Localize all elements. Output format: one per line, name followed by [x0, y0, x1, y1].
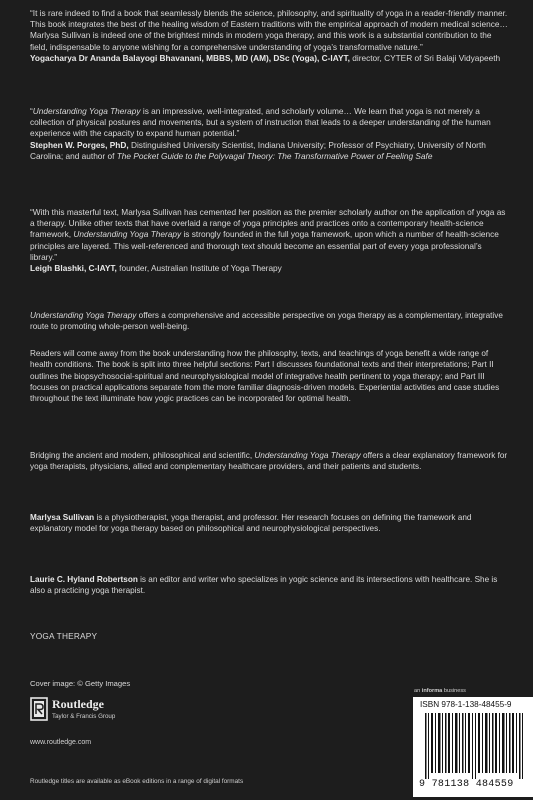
publisher-name: Routledge [52, 697, 104, 711]
description-text: Bridging the ancient and modern, philosophical and scientific, [30, 451, 255, 460]
endorsement-affiliation: director, CYTER of Sri Balaji Vidyapeeth [349, 52, 501, 63]
endorsement-quote: “It is rare indeed to find a book that seamlessly blends the science, philosophy, and spirituality of yoga in a reader-friendly manner. This book integrates the best of the healing wisdom of Eastern traditions with the empirical approach of modern medical science… Marlysa Sullivan is indeed one of the brightest minds in modern yoga therapy, and this work is a substantial contribution to the field, indispensable to anyone wishing for a comprehensive understanding of yoga’s transformative nature.” [30, 8, 508, 52]
endorsement-attribution [30, 53, 510, 64]
author-name: Marlysa Sullivan [30, 513, 95, 522]
barcode-icon [423, 713, 533, 781]
author-name: Laurie C. Hyland Robertson [30, 575, 138, 584]
description-paragraph-1 [30, 310, 510, 333]
book-title: Understanding Yoga Therapy [32, 106, 141, 116]
description-paragraph-2 [30, 348, 510, 404]
endorsement-affiliation: founder, Australian Institute of Yoga Therapy [116, 263, 282, 274]
description-text: offers a comprehensive and accessible perspective on yoga therapy as a complementary, integrative route to promoting whole-person well-being. [30, 311, 503, 332]
endorsement-1 [30, 8, 510, 64]
quote-text: is an impressive, well-integrated, and scholarly volume… We learn that yoga is not merely a collection of physical postures and movements, but a system of instruction that leads to a deeper understanding of the human experience with the capacity to expand human potential.” [30, 106, 491, 139]
informa-suffix: business [442, 688, 466, 694]
quote-text: “With this masterful text, Marlysa Sullivan has cemented her position as the premier scholarly author on the application of yoga as a therapy. Unlike other texts that have overlaid a range of yoga principles and practices onto a contemporary health-science framework, [30, 207, 506, 240]
subject-category: YOGA THERAPY [30, 631, 98, 641]
endorsement-2 [30, 106, 510, 162]
barcode-number: 9 781138 484559 [419, 779, 514, 790]
author-bio-1 [30, 512, 510, 535]
book-title: Understanding Yoga Therapy [30, 311, 137, 320]
author-bio-text: is a physiotherapist, yoga therapist, and professor. Her research focuses on defining the framework and explanatory model for yoga therapy based on philosophical and neurophysiological perspectives. [30, 513, 472, 534]
ebook-note: Routledge titles are available as eBook editions in a range of digital formats [30, 778, 244, 785]
cited-book-title: The Pocket Guide to the Polyvagal Theory: The Transformative Power of Feeling Safe [116, 150, 433, 161]
book-title: Understanding Yoga Therapy [254, 451, 361, 460]
informa-prefix: an [414, 688, 422, 694]
endorsement-quote: “Understanding Yoga Therapy is an impressive, well-integrated, and scholarly volume… We learn that yoga is not merely a collection of physical postures and movements, but a system of instruction that leads to a deeper understanding of the human experience with the capacity to expand human potential.” [30, 106, 491, 139]
publisher-website: www.routledge.com [30, 739, 92, 746]
cover-image-credit: Cover image: © Getty Images [30, 679, 131, 688]
description-paragraph-3 [30, 450, 510, 473]
informa-brand: informa [421, 688, 443, 694]
publisher-group: Taylor & Francis Group [52, 713, 116, 720]
book-title: Understanding Yoga Therapy [73, 229, 182, 240]
endorsement-attribution [30, 263, 510, 274]
author-bio-2 [30, 574, 510, 597]
informa-business-label [414, 688, 466, 694]
author-bio-text: is an editor and writer who specializes in yogic science and its intersections with healthcare. She is also a practicing yoga therapist. [30, 575, 498, 596]
endorsement-3 [30, 207, 510, 274]
endorsement-attribution [30, 140, 510, 162]
endorsement-author: Leigh Blashki, C-IAYT, [30, 263, 117, 274]
endorsement-quote [30, 207, 510, 263]
endorsement-affiliation: Distinguished University Scientist, Indiana University; Professor of Psychiatry, University of North Carolina; and author of [30, 139, 486, 161]
endorsement-author: Stephen W. Porges, PhD, [30, 139, 129, 150]
description-text: offers a clear explanatory framework for yoga therapists, physicians, allied and complementary healthcare providers, and their patients and students. [30, 451, 508, 472]
isbn-label: ISBN 978-1-138-48455-9 [420, 700, 512, 709]
quote-text: is strongly founded in the full yoga framework, upon which a number of health-science principles are layered. This well-referenced and thorough text should become an essential part of every yoga professional’s library.” [30, 229, 499, 262]
description-text: Readers will come away from the book understanding how the philosophy, texts, and teachings of yoga benefit a wide range of health conditions. The book is split into three helpful sections: Part I discusses foundational texts and their interpretations; Part II outlines the biopsychosocial-spiritual and neurophysiological model of integrative health pertinent to yoga therapy; and Part III focuses on practical applications separate from the more familiar diagnosis-driven models. Experiential activities and case studies throughout the text illuminate how yogic practices can be incorporated for optimal health. [30, 349, 500, 404]
endorsement-author: Yogacharya Dr Ananda Balayogi Bhavanani, MBBS, MD (AM), DSc (Yoga), C-IAYT, [30, 52, 350, 63]
